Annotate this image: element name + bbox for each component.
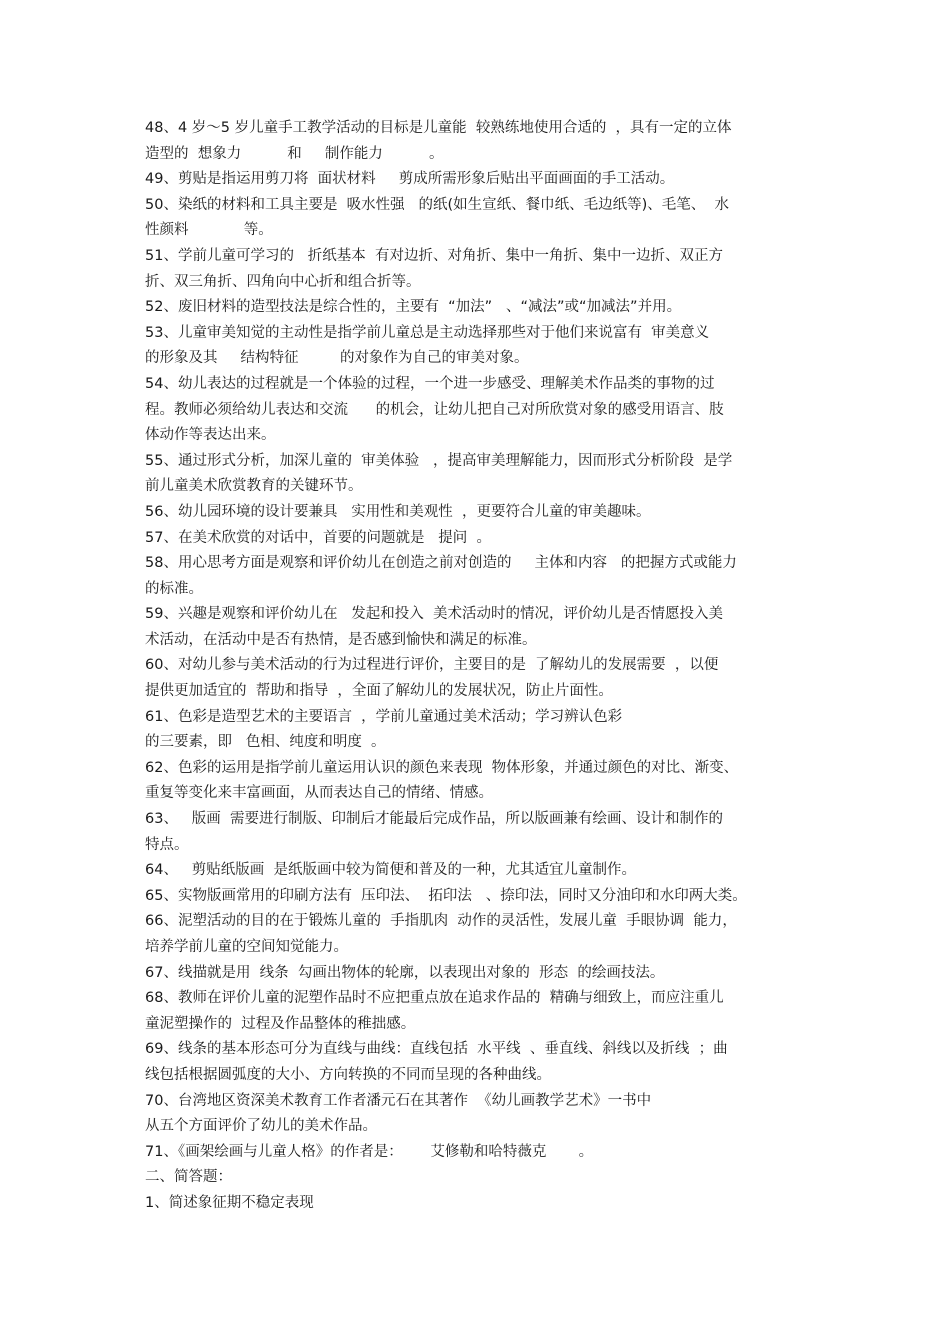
text-line: 折、双三角折、四角向中心折和组合折等。 — [145, 273, 421, 290]
text-line: 57、在美术欣赏的对话中，首要的问题就是 提问 。 — [145, 529, 491, 546]
text-line: 66、泥塑活动的目的在于锻炼儿童的 手指肌肉 动作的灵活性，发展儿童 手眼协调 能力， — [145, 913, 737, 930]
text-line: 68、教师在评价儿童的泥塑作品时不应把重点放在追求作品的 精确与细致上，而应注重儿 — [145, 990, 724, 1007]
document-body — [145, 116, 815, 1217]
text-line: 53、儿童审美知觉的主动性是指学前儿童总是主动选择那些对于他们来说富有 审美意义 — [145, 324, 710, 341]
text-line: 体动作等表达出来。 — [145, 427, 276, 444]
text-line: 培养学前儿童的空间知觉能力。 — [145, 939, 348, 955]
text-line: 术活动，在活动中是否有热情，是否感到愉快和满足的标准。 — [145, 631, 537, 648]
text-line: 线包括根据圆弧度的大小、方向转换的不同而呈现的各种曲线。 — [145, 1066, 551, 1083]
text-line: 71、《画架绘画与儿童人格》的作者是： 艾修勒和哈特薇克 。 — [145, 1143, 594, 1160]
text-line: 重复等变化来丰富画面，从而表达自己的情绪、情感。 — [145, 785, 493, 802]
text-line: 前儿童美术欣赏教育的关键环节。 — [145, 478, 363, 495]
text-line: 程。教师必须给幼儿表达和交流 的机会，让幼儿把自己对所欣赏对象的感受用语言、肢 — [145, 401, 724, 418]
text-line: 60、对幼儿参与美术活动的行为过程进行评价，主要目的是 了解幼儿的发展需要 ，以便 — [145, 657, 719, 674]
text-line: 55、通过形式分析，加深儿童的 审美体验 ，提高审美理解能力，因而形式分析阶段 是学 — [145, 452, 733, 469]
text-line: 58、用心思考方面是观察和评价幼儿在创造之前对创造的 主体和内容 的把握方式或能力 — [145, 555, 737, 572]
text-line: 50、染纸的材料和工具主要是 吸水性强 的纸(如生宣纸、餐巾纸、毛边纸等)、毛笔、 水 — [145, 196, 730, 213]
text-line: 的形象及其 结构特征 的对象作为自己的审美对象。 — [145, 350, 529, 367]
text-line: 性颜料 等。 — [145, 222, 273, 239]
text-line: 造型的 想象力 和 制作能力 。 — [145, 145, 444, 162]
text-line: 48、4 岁～5 岁儿童手工教学活动的目标是儿童能 较熟练地使用合适的 ，具有一定的立体 — [145, 120, 732, 136]
text-line: 童泥塑操作的 过程及作品整体的稚拙感。 — [145, 1015, 416, 1032]
text-line: 特点。 — [145, 836, 189, 853]
text-line: 52、废旧材料的造型技法是综合性的，主要有 “加法” 、“减法”或“加减法”并用。 — [145, 299, 682, 316]
text-line: 64、 剪贴纸版画 是纸版画中较为简便和普及的一种，尤其适宜儿童制作。 — [145, 862, 636, 879]
text-line: 二、简答题： — [145, 1169, 232, 1186]
text-line: 1、简述象征期不稳定表现 — [145, 1194, 314, 1211]
text-line: 51、学前儿童可学习的 折纸基本 有对边折、对角折、集中一角折、集中一边折、双正方 — [145, 247, 723, 264]
text-line: 56、幼儿园环境的设计要兼具 实用性和美观性 ，更要符合儿童的审美趣味。 — [145, 503, 651, 520]
text-line: 69、线条的基本形态可分为直线与曲线：直线包括 水平线 、垂直线、斜线以及折线 ；曲 — [145, 1041, 728, 1058]
text-line: 61、色彩是造型艺术的主要语言 ，学前儿童通过美术活动；学习辨认色彩 — [145, 708, 623, 725]
text-line: 70、台湾地区资深美术教育工作者潘元石在其著作 《幼儿画教学艺术》一书中 — [145, 1092, 652, 1109]
text-line: 的三要素，即 色相、纯度和明度 。 — [145, 734, 386, 751]
text-line: 62、色彩的运用是指学前儿童运用认识的颜色来表现 物体形象，并通过颜色的对比、渐变、 — [145, 759, 739, 776]
text-line: 提供更加适宜的 帮助和指导 ，全面了解幼儿的发展状况，防止片面性。 — [145, 683, 613, 700]
text-line: 63、 版画 需要进行制版、印制后才能最后完成作品，所以版画兼有绘画、设计和制作的 — [145, 811, 723, 828]
text-line: 67、线描就是用 线条 勾画出物体的轮廓，以表现出对象的 形态 的绘画技法。 — [145, 964, 665, 981]
text-line: 的标准。 — [145, 580, 203, 597]
text-line: 54、幼儿表达的过程就是一个体验的过程，一个进一步感受、理解美术作品类的事物的过 — [145, 375, 715, 392]
text-line: 59、兴趣是观察和评价幼儿在 发起和投入 美术活动时的情况，评价幼儿是否情愿投入美 — [145, 606, 723, 623]
text-line: 65、实物版画常用的印刷方法有 压印法、 拓印法 、捺印法，同时又分油印和水印两大类。 — [145, 887, 747, 904]
text-line: 49、剪贴是指运用剪刀将 面状材料 剪成所需形象后贴出平面画面的手工活动。 — [145, 171, 675, 188]
text-line: 从五个方面评价了幼儿的美术作品。 — [145, 1118, 377, 1135]
